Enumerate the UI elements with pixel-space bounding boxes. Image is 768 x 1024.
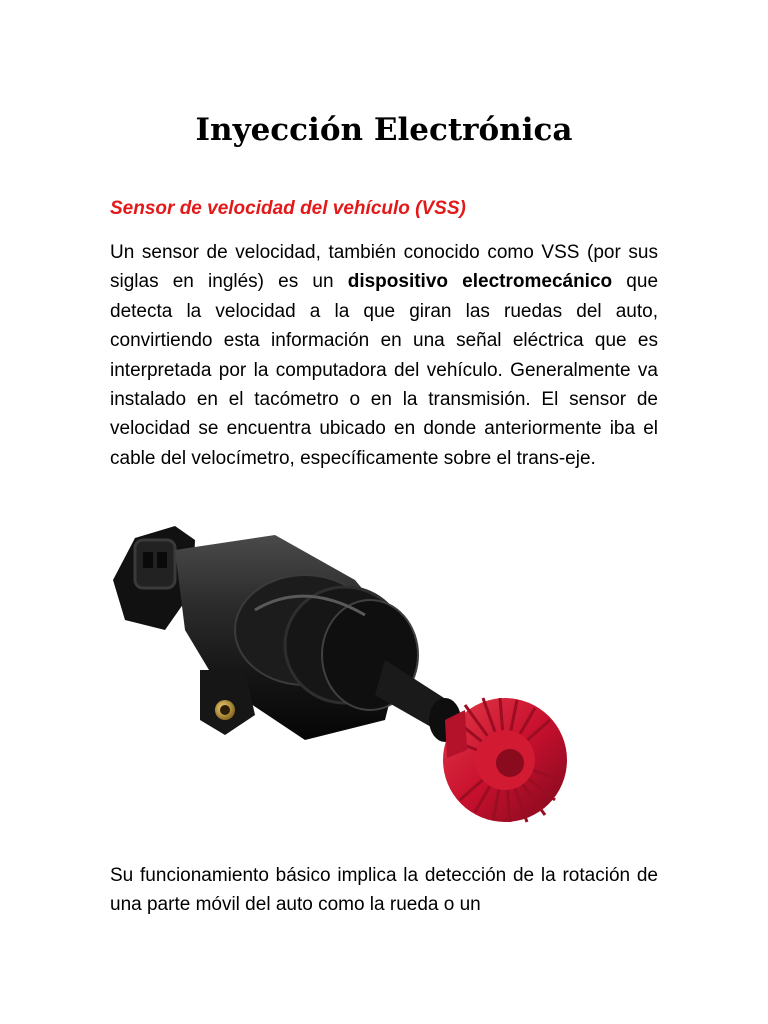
paragraph-intro bbox=[110, 238, 658, 473]
paragraph-intro-bold: dispositivo electromecánico bbox=[347, 271, 613, 293]
document-title: Inyección Electrónica bbox=[195, 112, 573, 148]
paragraph-intro-text-a: Un sensor de velocidad, también conocido como VSS (por sus siglas en inglés) es un bbox=[110, 242, 658, 293]
paragraph-intro-text-b: que detecta la velocidad a la que giran las ruedas del auto, convirtiendo esta información en una señal eléctrica que es interpretada por la computadora del vehículo. Generalmente va instalado en el tacómetro o en la transmisión. El sensor de velocidad se encuentra ubicado en donde anteriormente iba el cable del velocímetro, específicamente sobre el trans-eje. bbox=[110, 271, 659, 469]
vss-sensor-image bbox=[105, 520, 585, 840]
section-heading: Sensor de velocidad del vehículo (VSS) bbox=[110, 198, 466, 219]
paragraph-function: Su funcionamiento básico implica la detección de la rotación de una parte móvil del auto como la rueda o un bbox=[110, 865, 658, 916]
drive-gear bbox=[443, 698, 567, 822]
mounting-ear bbox=[200, 670, 255, 735]
